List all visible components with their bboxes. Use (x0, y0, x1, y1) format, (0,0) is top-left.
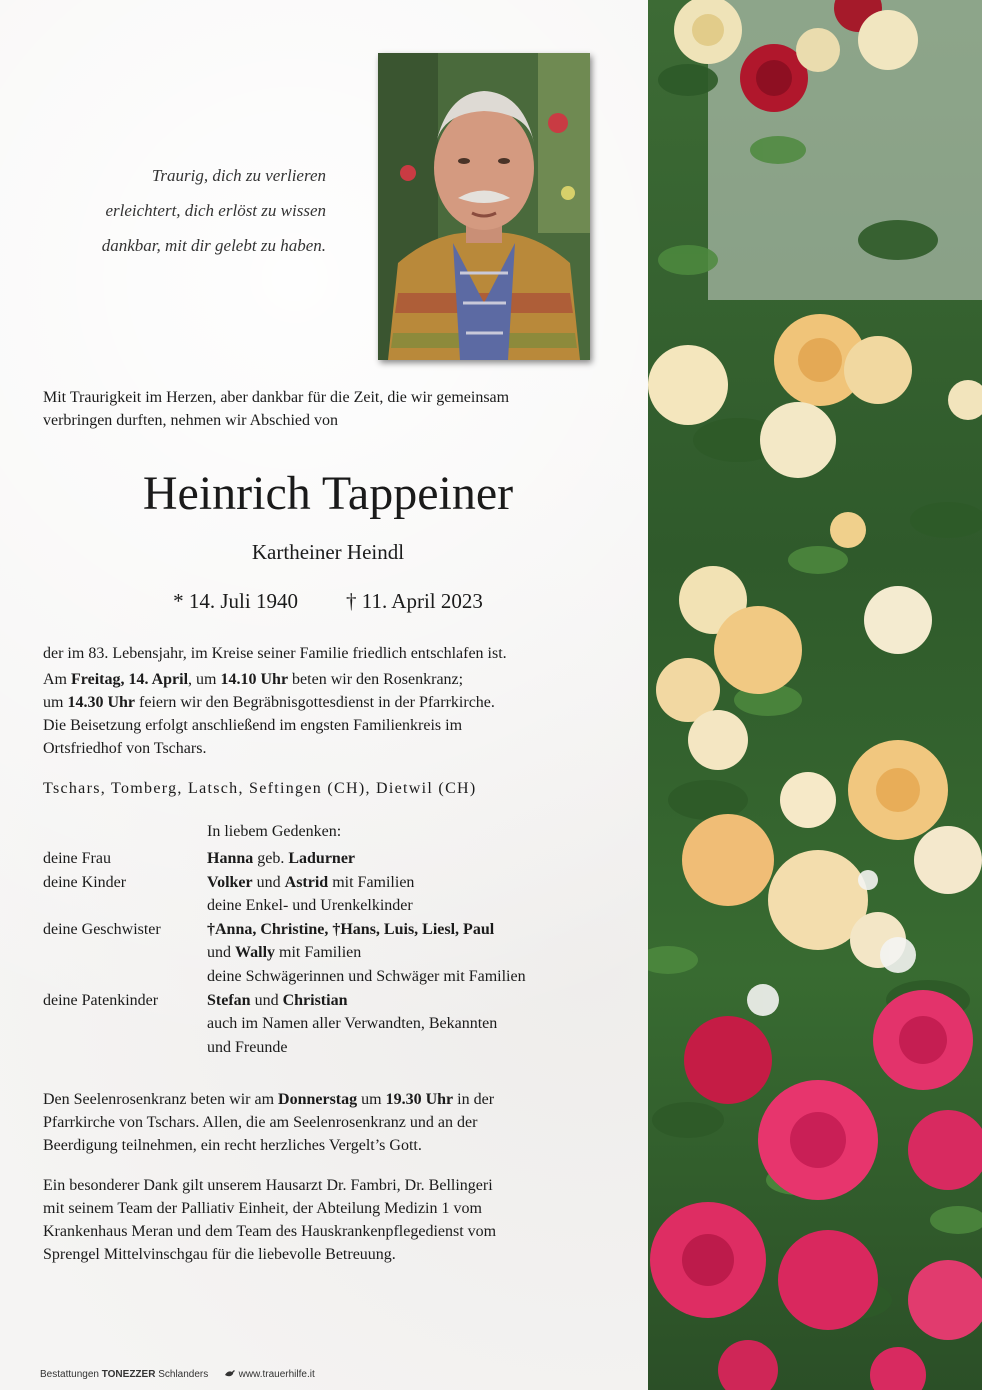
mourner-row-wife (43, 847, 623, 871)
quote-line: Traurig, dich zu verlieren (151, 166, 326, 185)
intro-line: verbringen durften, nehmen wir Abschied von (43, 412, 339, 429)
mourner-names: und Wally mit Familien (207, 944, 362, 962)
rosary-line-3: Beerdigung teilnehmen, ein recht herzliches Vergelt’s Gott. (43, 1137, 422, 1154)
rosary-line-1: Den Seelenrosenkranz beten wir am Donnerstag um 19.30 Uhr in der (43, 1091, 495, 1108)
mourner-row-relatives-cont (43, 1036, 623, 1060)
ceremony-line-2: um 14.30 Uhr feiern wir den Begräbnisgottesdienst in der Pfarrkirche. (43, 694, 495, 711)
life-dates (43, 589, 613, 614)
mourner-names: †Anna, Christine, †Hans, Luis, Liesl, Paul (207, 920, 495, 938)
rosary-line-2: Pfarrkirche von Tschars. Allen, die am Seelenrosenkranz und an der (43, 1114, 478, 1131)
mourner-names: und Freunde (207, 1038, 288, 1056)
death-date: † 11. April 2023 (345, 589, 483, 613)
birth-date: * 14. Juli 1940 (173, 589, 298, 613)
intro-text (43, 386, 613, 432)
roses-illustration (648, 0, 982, 1390)
mourner-names: Stefan und Christian (207, 991, 348, 1009)
portrait-illustration (378, 53, 590, 360)
relation-label: deine Geschwister (43, 920, 161, 938)
mourner-row-inlaws (43, 965, 623, 989)
ceremony-line-3: Die Beisetzung erfolgt anschließend im engsten Familienkreis im (43, 717, 463, 734)
relation-label: deine Kinder (43, 873, 127, 891)
footer-credit (40, 1369, 315, 1380)
mourner-names: Hanna geb. Ladurner (207, 850, 356, 867)
deceased-nickname: Kartheiner Heindl (251, 540, 405, 564)
mourner-row-children (43, 871, 623, 895)
thanks-line: mit seinem Team der Palliativ Einheit, der Abteilung Medizin 1 vom (43, 1200, 482, 1217)
funeral-home-label: Bestattungen TONEZZER Schlanders (40, 1369, 209, 1380)
thanks-line: Ein besonderer Dank gilt unserem Hausarzt Dr. Fambri, Dr. Bellingeri (43, 1177, 493, 1194)
mourner-names: deine Schwägerinnen und Schwäger mit Familien (207, 967, 526, 985)
memorial-quote (40, 158, 326, 263)
ceremony-line-4: Ortsfriedhof von Tschars. (43, 740, 207, 757)
mourner-names: Volker und Astrid mit Familien (207, 873, 415, 891)
mourner-row-siblings-cont (43, 941, 623, 965)
thanks-text (43, 1174, 609, 1266)
dove-icon (224, 1369, 236, 1379)
rose-garden-image (648, 0, 982, 1390)
thanks-line: Krankenhaus Meran und dem Team des Hauskrankenpflegedienst vom (43, 1223, 497, 1240)
ceremony-details (43, 668, 623, 760)
ceremony-line-1: Am Freitag, 14. April, um 14.10 Uhr beten wir den Rosenkranz; (43, 671, 464, 688)
places-list: Tschars, Tomberg, Latsch, Seftingen (CH), Dietwil (CH) (43, 780, 477, 797)
mourner-names: auch im Namen aller Verwandten, Bekannten (207, 1015, 498, 1033)
quote-line: erleichtert, dich erlöst zu wissen (105, 201, 326, 220)
thanks-line: Sprengel Mittelvinschgau für die liebevolle Betreuung. (43, 1246, 396, 1263)
relation-label: deine Patenkinder (43, 991, 159, 1009)
portrait-photo (378, 53, 590, 360)
relation-label: deine Frau (43, 850, 111, 867)
mourner-names: deine Enkel- und Urenkelkinder (207, 897, 413, 915)
quote-line: dankbar, mit dir gelebt zu haben. (101, 236, 326, 255)
memory-heading: In liebem Gedenken: (207, 823, 342, 840)
deceased-name: Heinrich Tappeiner (142, 467, 514, 520)
website-link[interactable]: www.trauerhilfe.it (238, 1369, 315, 1380)
mourner-row-relatives (43, 1012, 623, 1036)
intro-line: Mit Traurigkeit im Herzen, aber dankbar für die Zeit, die wir gemeinsam (43, 389, 510, 406)
mourner-row-godchildren (43, 989, 623, 1013)
passing-text: der im 83. Lebensjahr, im Kreise seiner Familie friedlich entschlafen ist. (43, 645, 507, 662)
mourners-list (43, 847, 623, 1059)
mourner-row-grandchildren (43, 894, 623, 918)
mourner-row-siblings (43, 918, 623, 942)
rosary-text (43, 1088, 609, 1157)
